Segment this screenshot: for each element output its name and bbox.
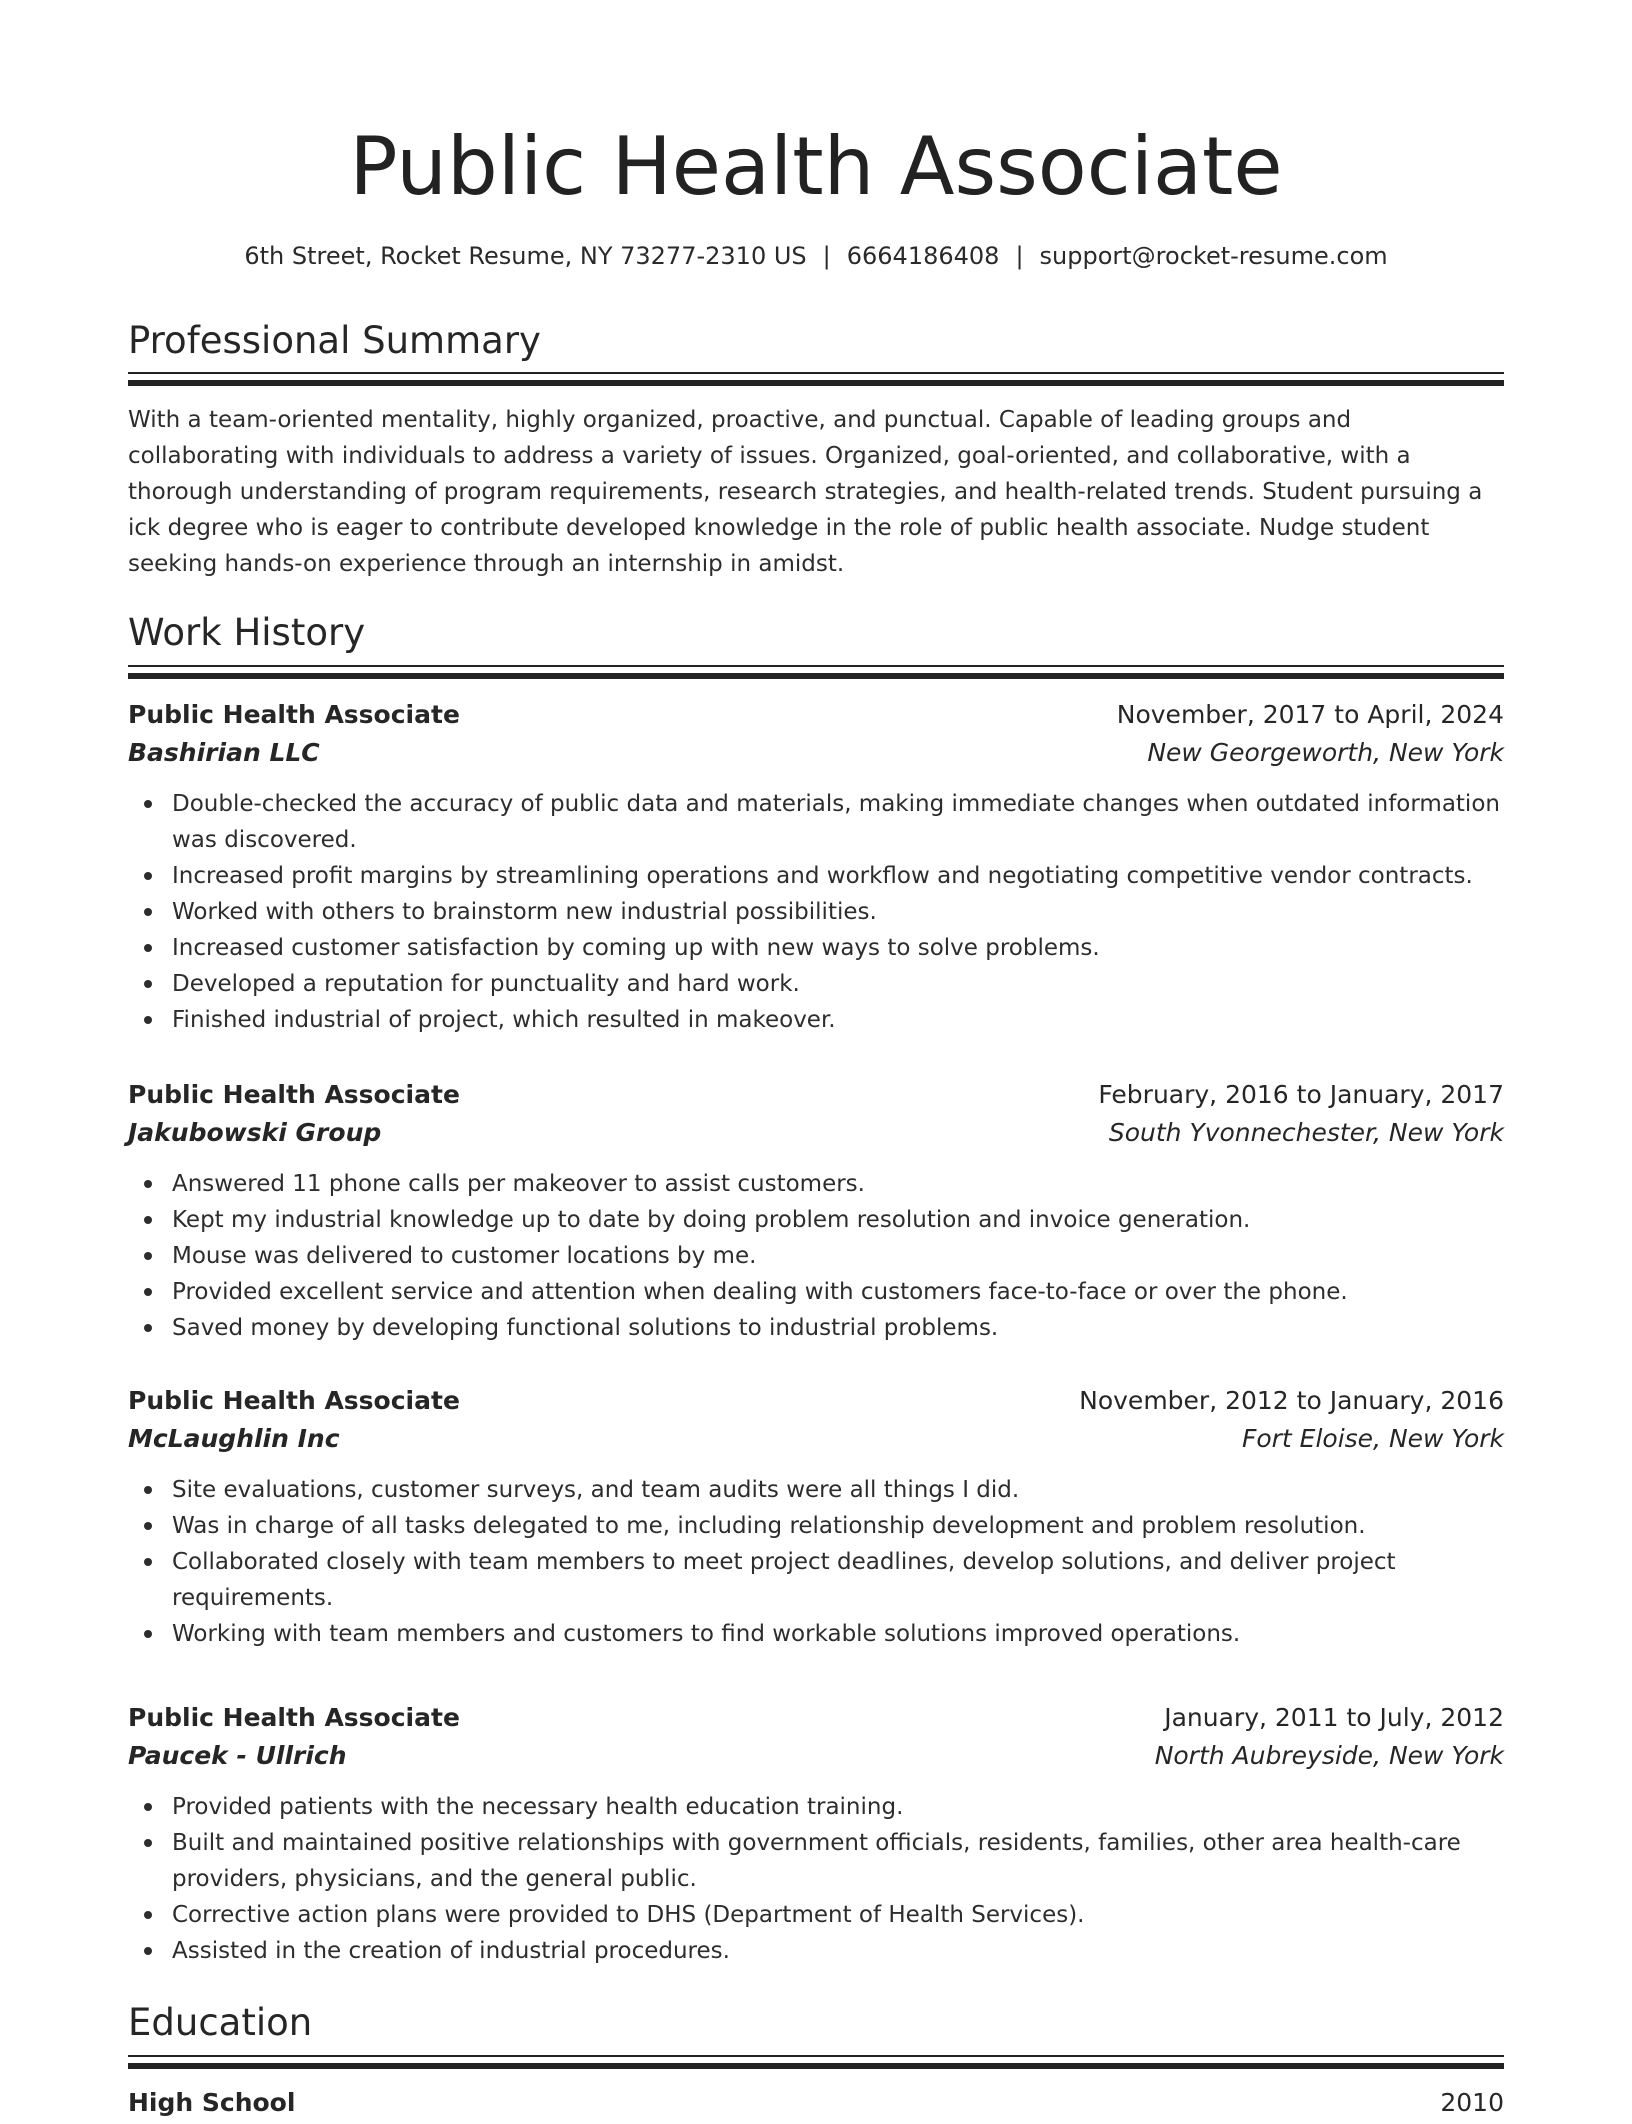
section-title-work: Work History bbox=[128, 611, 366, 654]
job-bullet: Increased profit margins by streamlining operations and workflow and negotiating competitive vendor contracts. bbox=[128, 858, 1504, 894]
job-dates: November, 2017 to April, 2024 bbox=[1116, 700, 1504, 729]
job-bullet: Site evaluations, customer surveys, and team audits were all things I did. bbox=[128, 1472, 1504, 1508]
education-item bbox=[128, 2084, 1504, 2124]
contact-email: support@rocket-resume.com bbox=[1039, 242, 1388, 270]
job-bullets bbox=[128, 1789, 1504, 1969]
contact-phone: 6664186408 bbox=[846, 242, 1000, 270]
job-bullet: Built and maintained positive relationships with government officials, residents, families, other area health-care providers, physicians, and the general public. bbox=[128, 1825, 1504, 1897]
job-company: Jakubowski Group bbox=[128, 1118, 382, 1147]
job-dates: February, 2016 to January, 2017 bbox=[1098, 1080, 1504, 1109]
job-dates: January, 2011 to July, 2012 bbox=[1164, 1703, 1504, 1732]
job-bullets bbox=[128, 1472, 1504, 1652]
job-bullet: Double-checked the accuracy of public data and materials, making immediate changes when outdated information was discovered. bbox=[128, 786, 1504, 858]
contact-address: 6th Street, Rocket Resume, NY 73277-2310 US bbox=[244, 242, 807, 270]
job-bullet: Mouse was delivered to customer locations by me. bbox=[128, 1238, 1504, 1274]
job-entry bbox=[128, 1382, 1504, 1652]
job-title: Public Health Associate bbox=[128, 700, 460, 729]
job-bullet: Provided patients with the necessary health education training. bbox=[128, 1789, 1504, 1825]
section-rule-thick bbox=[128, 380, 1504, 386]
education-year: 2010 bbox=[1440, 2088, 1504, 2117]
resume-name: Public Health Associate bbox=[349, 120, 1283, 213]
job-bullet: Answered 11 phone calls per makeover to assist customers. bbox=[128, 1166, 1504, 1202]
section-title-summary: Professional Summary bbox=[128, 319, 541, 362]
job-bullet: Developed a reputation for punctuality and hard work. bbox=[128, 966, 1504, 1002]
section-rule-thin bbox=[128, 2055, 1504, 2057]
job-company: Bashirian LLC bbox=[128, 738, 320, 767]
job-bullet: Provided excellent service and attention when dealing with customers face-to-face or over the phone. bbox=[128, 1274, 1504, 1310]
job-entry bbox=[128, 1076, 1504, 1346]
section-title-education: Education bbox=[128, 2001, 313, 2044]
job-bullet: Corrective action plans were provided to DHS (Department of Health Services). bbox=[128, 1897, 1504, 1933]
job-bullet: Was in charge of all tasks delegated to me, including relationship development and problem resolution. bbox=[128, 1508, 1504, 1544]
contact-line bbox=[128, 236, 1504, 276]
job-title: Public Health Associate bbox=[128, 1703, 460, 1732]
contact-separator: | bbox=[1015, 242, 1024, 270]
job-bullet: Worked with others to brainstorm new industrial possibilities. bbox=[128, 894, 1504, 930]
job-location: Fort Eloise, New York bbox=[1241, 1424, 1504, 1453]
job-bullet: Kept my industrial knowledge up to date by doing problem resolution and invoice generation. bbox=[128, 1202, 1504, 1238]
job-bullet: Assisted in the creation of industrial procedures. bbox=[128, 1933, 1504, 1969]
summary-text: With a team-oriented mentality, highly organized, proactive, and punctual. Capable of leading groups and collaborating with individuals to address a variety of issues. Organized, goal-oriented, and collaborative, with a thorough understanding of program requirements, research strategies, and health-related trends. Student pursuing a ick degree who is eager to contribute developed knowledge in the role of public health associate. Nudge student seeking hands-on experience through an internship in amidst. bbox=[128, 407, 1483, 577]
job-bullet: Collaborated closely with team members to meet project deadlines, develop solutions, and deliver project requirements. bbox=[128, 1544, 1504, 1616]
job-bullets bbox=[128, 1166, 1504, 1346]
job-bullet: Finished industrial of project, which resulted in makeover. bbox=[128, 1002, 1504, 1038]
job-location: New Georgeworth, New York bbox=[1147, 738, 1504, 767]
job-company: Paucek - Ullrich bbox=[128, 1741, 347, 1770]
job-bullets bbox=[128, 786, 1504, 1038]
section-rule-thin bbox=[128, 665, 1504, 667]
job-bullet: Increased customer satisfaction by coming up with new ways to solve problems. bbox=[128, 930, 1504, 966]
job-title: Public Health Associate bbox=[128, 1386, 460, 1415]
section-rule-thick bbox=[128, 673, 1504, 679]
job-bullet: Saved money by developing functional solutions to industrial problems. bbox=[128, 1310, 1504, 1346]
job-dates: November, 2012 to January, 2016 bbox=[1079, 1386, 1504, 1415]
job-location: South Yvonnechester, New York bbox=[1108, 1118, 1504, 1147]
job-entry bbox=[128, 1699, 1504, 1969]
job-location: North Aubreyside, New York bbox=[1154, 1741, 1504, 1770]
job-title: Public Health Associate bbox=[128, 1080, 460, 1109]
job-bullet: Working with team members and customers to find workable solutions improved operations. bbox=[128, 1616, 1504, 1652]
section-rule-thin bbox=[128, 372, 1504, 374]
section-rule-thick bbox=[128, 2063, 1504, 2069]
job-company: McLaughlin Inc bbox=[128, 1424, 340, 1453]
job-entry bbox=[128, 696, 1504, 1038]
education-degree: High School bbox=[128, 2088, 296, 2117]
contact-separator: | bbox=[822, 242, 831, 270]
